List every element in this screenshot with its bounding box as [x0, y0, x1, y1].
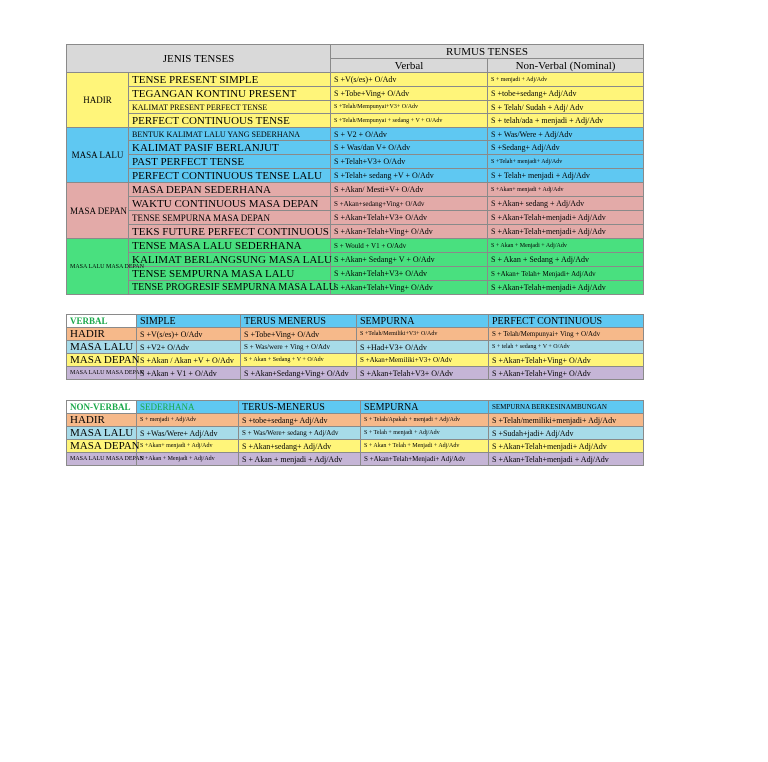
formula-cell: S + Telah + menjadi + Adj/Adv: [361, 427, 489, 440]
verbal-formula: S +Akan/ Mesti+V+ O/Adv: [331, 183, 488, 197]
column-header: TERUS-MENERUS: [239, 401, 361, 414]
formula-cell: S +Akan+ menjadi + Adj/Adv: [137, 440, 239, 453]
formula-cell: S +Akan+Telah+Menjadi+ Adj/Adv: [361, 453, 489, 466]
verbal-formula: S +Telah/Mempunyai + sedang + V + O/Adv: [331, 114, 488, 128]
verbal-formula: S + V2 + O/Adv: [331, 128, 488, 141]
verbal-formula: S +Tobe+Ving+ O/Adv: [331, 87, 488, 101]
verbal-table: [66, 314, 643, 380]
verbal-formula: S +Akan+ Sedang+ V + O/Adv: [331, 253, 488, 267]
formula-cell: S +Was/Were+ Adj/Adv: [137, 427, 239, 440]
column-header: SEMPURNA BERKESINAMBUNGAN: [489, 401, 644, 414]
formula-cell: S +Akan + Menjadi + Adj/Adv: [137, 453, 239, 466]
row-label: MASA DEPAN: [67, 440, 137, 453]
verbal-formula: S + Would + V1 + O/Adv: [331, 239, 488, 253]
formula-cell: S + Telah/Mempunyai+ Ving + O/Adv: [489, 328, 644, 341]
nonverbal-formula: S + telah/ada + menjadi + Adj/Adv: [488, 114, 644, 128]
tense-name: MASA DEPAN SEDERHANA: [129, 183, 331, 197]
header-verbal: Verbal: [331, 59, 488, 73]
verbal-formula: S +Telah/Mempunyai+V3+ O/Adv: [331, 101, 488, 114]
formula-cell: S +Akan+Telah+Ving+ O/Adv: [489, 354, 644, 367]
formula-cell: S +Akan+Telah+V3+ O/Adv: [357, 367, 489, 380]
tense-name: KALIMAT BERLANGSUNG MASA LALU: [129, 253, 331, 267]
tense-name: TEGANGAN KONTINU PRESENT: [129, 87, 331, 101]
row-label: MASA LALU: [67, 341, 137, 354]
nonverbal-formula: S +Telah+ menjadi+ Adj/Adv: [488, 155, 644, 169]
formula-cell: S +Akan+Telah+Ving+ O/Adv: [489, 367, 644, 380]
tense-name: BENTUK KALIMAT LALU YANG SEDERHANA: [129, 128, 331, 141]
formula-cell: S +Akan+Telah+menjadi+ Adj/Adv: [489, 440, 644, 453]
tense-name: TENSE PRESENT SIMPLE: [129, 73, 331, 87]
header-jenis: JENIS TENSES: [67, 45, 331, 73]
formula-cell: S +Akan + V1 + O/Adv: [137, 367, 241, 380]
nonverbal-title: NON-VERBAL: [67, 401, 137, 414]
column-header: SEMPURNA: [361, 401, 489, 414]
formula-cell: S +Tobe+Ving+ O/Adv: [241, 328, 357, 341]
column-header: SIMPLE: [137, 315, 241, 328]
tenses-table: [66, 44, 643, 295]
formula-cell: S +Sudah+jadi+ Adj/Adv: [489, 427, 644, 440]
nonverbal-formula: S + menjadi + Adj/Adv: [488, 73, 644, 87]
tense-name: TENSE SEMPURNA MASA DEPAN: [129, 211, 331, 225]
column-header: PERFECT CONTINUOUS: [489, 315, 644, 328]
formula-cell: S + Akan + Sedang + V + O/Adv: [241, 354, 357, 367]
formula-cell: S +V(s/es)+ O/Adv: [137, 328, 241, 341]
nonverbal-formula: S +Akan+ Telah+ Menjadi+ Adj/Adv: [488, 267, 644, 281]
verbal-formula: S +Akan+Telah+Ving+ O/Adv: [331, 225, 488, 239]
formula-cell: S +Akan+Sedang+Ving+ O/Adv: [241, 367, 357, 380]
row-label: HADIR: [67, 328, 137, 341]
group-label: MASA LALU: [67, 128, 129, 183]
formula-cell: S +Akan+Telah+menjadi + Adj/Adv: [489, 453, 644, 466]
nonverbal-formula: S + Was/Were + Adj/Adv: [488, 128, 644, 141]
formula-cell: S +Akan / Akan +V + O/Adv: [137, 354, 241, 367]
verbal-formula: S +Akan+Telah+V3+ O/Adv: [331, 267, 488, 281]
formula-cell: S +tobe+sedang+ Adj/Adv: [239, 414, 361, 427]
tense-name: TEKS FUTURE PERFECT CONTINUOUS: [129, 225, 331, 239]
tense-name: PERFECT CONTINUOUS TENSE LALU: [129, 169, 331, 183]
group-label: MASA DEPAN: [67, 183, 129, 239]
column-header: SEDERHANA: [137, 401, 239, 414]
tense-name: TENSE SEMPURNA MASA LALU: [129, 267, 331, 281]
verbal-title: VERBAL: [67, 315, 137, 328]
formula-cell: S + telah + sedang + V + O/Adv: [489, 341, 644, 354]
nonverbal-formula: S +Akan+ sedang + Adj/Adv: [488, 197, 644, 211]
verbal-formula: S +Akan+Telah+Ving+ O/Adv: [331, 281, 488, 295]
verbal-formula: S + Was/dan V+ O/Adv: [331, 141, 488, 155]
group-label: MASA LALU MASA DEPAN: [67, 239, 129, 295]
verbal-formula: S +Akan+Telah+V3+ O/Adv: [331, 211, 488, 225]
formula-cell: S +Telah/Memiliki+V3+ O/Adv: [357, 328, 489, 341]
row-label: HADIR: [67, 414, 137, 427]
tense-name: KALIMAT PASIF BERLANJUT: [129, 141, 331, 155]
formula-cell: S + Akan + Telah + Menjadi + Adj/Adv: [361, 440, 489, 453]
header-nonverbal: Non-Verbal (Nominal): [488, 59, 644, 73]
verbal-formula: S +V(s/es)+ O/Adv: [331, 73, 488, 87]
formula-cell: S + Was/were + Ving + O/Adv: [241, 341, 357, 354]
nonverbal-formula: S +Akan+Telah+menjadi+ Adj/Adv: [488, 281, 644, 295]
tense-name: PERFECT CONTINUOUS TENSE: [129, 114, 331, 128]
tense-name: WAKTU CONTINUOUS MASA DEPAN: [129, 197, 331, 211]
tense-name: KALIMAT PRESENT PERFECT TENSE: [129, 101, 331, 114]
nonverbal-formula: S +Akan+ menjadi + Adj/Adv: [488, 183, 644, 197]
verbal-formula: S +Akan+sedang+Ving+ O/Adv: [331, 197, 488, 211]
tense-name: TENSE PROGRESIF SEMPURNA MASA LALU: [129, 281, 331, 295]
nonverbal-formula: S + Akan + Sedang + Adj/Adv: [488, 253, 644, 267]
nonverbal-formula: S + Telah/ Sudah + Adj/ Adv: [488, 101, 644, 114]
formula-cell: S +Akan+Memiliki+V3+ O/Adv: [357, 354, 489, 367]
row-label: MASA LALU MASA DEPAN: [67, 453, 137, 466]
nonverbal-formula: S +Akan+Telah+menjadi+ Adj/Adv: [488, 211, 644, 225]
nonverbal-formula: S + Akan + Menjadi + Adj/Adv: [488, 239, 644, 253]
formula-cell: S +Had+V3+ O/Adv: [357, 341, 489, 354]
row-label: MASA LALU MASA DEPAN: [67, 367, 137, 380]
tense-name: TENSE MASA LALU SEDERHANA: [129, 239, 331, 253]
verbal-formula: S +Telah+V3+ O/Adv: [331, 155, 488, 169]
formula-cell: S + Was/Were+ sedang + Adj/Adv: [239, 427, 361, 440]
column-header: TERUS MENERUS: [241, 315, 357, 328]
group-label: HADIR: [67, 73, 129, 128]
formula-cell: S +V2+ O/Adv: [137, 341, 241, 354]
formula-cell: S + Akan + menjadi + Adj/Adv: [239, 453, 361, 466]
column-header: SEMPURNA: [357, 315, 489, 328]
formula-cell: S + Telah/Apakah + menjadi + Adj/Adv: [361, 414, 489, 427]
nonverbal-table: [66, 400, 643, 466]
nonverbal-formula: S + Telah+ menjadi + Adj/Adv: [488, 169, 644, 183]
formula-cell: S +Telah/memiliki+menjadi+ Adj/Adv: [489, 414, 644, 427]
tense-name: PAST PERFECT TENSE: [129, 155, 331, 169]
verbal-formula: S +Telah+ sedang +V + O/Adv: [331, 169, 488, 183]
row-label: MASA DEPAN: [67, 354, 137, 367]
row-label: MASA LALU: [67, 427, 137, 440]
nonverbal-formula: S +Akan+Telah+menjadi+ Adj/Adv: [488, 225, 644, 239]
nonverbal-formula: S +tobe+sedang+ Adj/Adv: [488, 87, 644, 101]
formula-cell: S + menjadi + Adj/Adv: [137, 414, 239, 427]
nonverbal-formula: S +Sedang+ Adj/Adv: [488, 141, 644, 155]
header-rumus: RUMUS TENSES: [331, 45, 644, 59]
formula-cell: S +Akan+sedang+ Adj/Adv: [239, 440, 361, 453]
